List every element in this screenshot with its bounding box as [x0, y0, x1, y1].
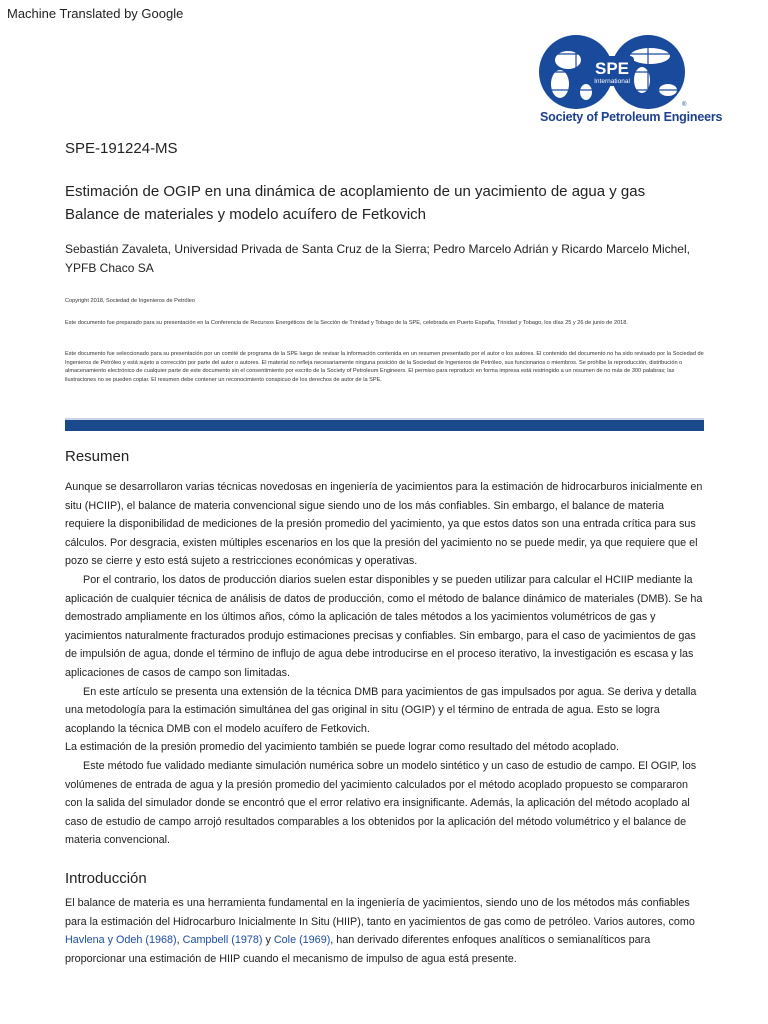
reference-link-campbell[interactable]: Campbell (1978)	[182, 934, 263, 947]
header-divider-bar	[65, 420, 704, 431]
machine-translated-banner: Machine Translated by Google	[7, 6, 184, 21]
spe-logo-name: Society of Petroleum Engineers	[540, 110, 723, 124]
paper-title	[65, 180, 705, 226]
spe-logo	[538, 34, 723, 126]
review-disclaimer: Este documento fue seleccionado para su presentación por un comité de programa de la SPE luego de revisar la información contenida en un resumen presentado por el autor o los autores. El contenido del documento no ha sido revisado por la Sociedad de Ingenieros de Petróleo y está sujeto a corrección por parte del autor o autores. El material no refleja necesariamente ninguna posición de la Sociedad de Ingenieros de Petróleo, sus funcionarios o miembros. Se prohíbe la reproducción, distribución o almacenamiento electrónico de cualquier parte de este documento sin el consentimiento por escrito de la Society of Petroleum Engineers. El permiso para reproducir en forma impresa está restringido a un resumen de no más de 300 palabras; las ilustraciones no se pueden copiar. El resumen debe contener un reconocimiento conspicuo de los derechos de autor de la SPE.	[65, 351, 704, 383]
paper-id: SPE-191224-MS	[65, 140, 178, 157]
resumen-paragraph: La estimación de la presión promedio del yacimiento también se puede lograr como resultado del método acoplado.	[65, 741, 619, 754]
copyright-notice: Copyright 2018, Sociedad de Ingenieros de Petróleo	[65, 298, 195, 304]
paper-title-line-2: Balance de materiales y modelo acuífero de Fetkovich	[65, 206, 427, 223]
introduccion-body	[65, 894, 705, 968]
resumen-paragraph: Este método fue validado mediante simulación numérica sobre un modelo sintético y un caso de estudio de campo. El OGIP, los volúmenes de entrada de agua y la presión promedio del yacimiento calculados por el método acoplado propuesto se compararon con la salida del simulador donde se encontró que el error relativo era insignificante. Además, la aplicación del método acoplado al caso de estudio de campo arrojó resultados comparables a los obtenidos por la aplicación del método volumétrico y el balance de materia convencional.	[65, 759, 697, 847]
introduccion-heading: Introducción	[65, 870, 147, 887]
resumen-paragraph: Por el contrario, los datos de producción diarios suelen estar disponibles y se pueden utilizar para calcular el HCIIP mediante la aplicación de cualquier técnica de análisis de datos de producción, como el método de balance dinámico de materiales (DMB). Se ha demostrado ampliamente en los últimos años, cómo la aplicación de tales métodos a los yacimientos volumétricos de gas y yacimientos naturalmente fracturados produjo estimaciones precisas y confiables. Sin embargo, para el caso de yacimientos de gas de impulsión de agua, donde el término de influjo de agua debe introducirse en el proceso iterativo, la investigación es escasa y las aplicaciones de casos de campo son limitadas.	[65, 573, 703, 679]
introduccion-paragraph	[65, 894, 705, 968]
intro-text-after: , han derivado diferentes enfoques analíticos o semianalíticos para proporcionar una estimación de HIIP cuando el mecanismo de impulso de agua está presente.	[65, 934, 651, 965]
paper-title-line-1: Estimación de OGIP en una dinámica de acoplamiento de un yacimiento de agua y gas	[65, 183, 646, 200]
reference-link-cole[interactable]: Cole (1969)	[273, 934, 331, 947]
paper-authors: Sebastián Zavaleta, Universidad Privada de Santa Cruz de la Sierra; Pedro Marcelo Adrián y Ricardo Marcelo Michel, YPFB Chaco SA	[65, 242, 690, 275]
intro-separator: y	[262, 934, 274, 947]
resumen-paragraph: Aunque se desarrollaron varias técnicas novedosas en ingeniería de yacimientos para la estimación de hidrocarburos inicialmente en situ (HCIIP), el balance de materia convencional sigue siendo uno de los más confiables. Sin embargo, el balance de materia requiere la disponibilidad de mediciones de la presión promedio del yacimiento, ya que estos datos son una entrada crítica para sus cálculos. Por desgracia, existen múltiples escenarios en los que la presión del yacimiento no se puede medir, ya que requiere que el pozo se cierre y esto está sujeto a restricciones económicas y operativas.	[65, 481, 703, 568]
resumen-heading: Resumen	[65, 448, 130, 465]
intro-text-before: El balance de materia es una herramienta fundamental en la ingeniería de yacimientos, siendo uno de los métodos más confiables para la estimación del Hidrocarburo Inicialmente In Situ (HIIP), tanto en yacimientos de gas como de petróleo. Varios autores, como	[65, 897, 695, 928]
intro-separator: ,	[176, 934, 183, 947]
registered-mark: ®	[682, 102, 687, 108]
resumen-paragraph: En este artículo se presenta una extensión de la técnica DMB para yacimientos de gas impulsados por agua. Se deriva y detalla una metodología para la estimación simultánea del gas original in situ (OGIP) y el término de entrada de agua. Esto se logra acoplando la técnica DMB con el modelo acuífero de Fetkovich.	[65, 685, 697, 735]
resumen-body	[65, 478, 705, 850]
conference-note: Este documento fue preparado para su presentación en la Conferencia de Recursos Energéticos de la Sección de Trinidad y Tobago de la SPE, celebrada en Puerto España, Trinidad y Tobago, los días 25 y 26 de junio de 2018.	[65, 320, 628, 326]
spe-emblem-subtext: International	[594, 78, 630, 85]
spe-emblem-text: SPE	[594, 59, 630, 78]
spe-globe-emblem	[538, 34, 708, 110]
reference-link-havlena-odeh[interactable]: Havlena y Odeh (1968)	[65, 934, 177, 947]
